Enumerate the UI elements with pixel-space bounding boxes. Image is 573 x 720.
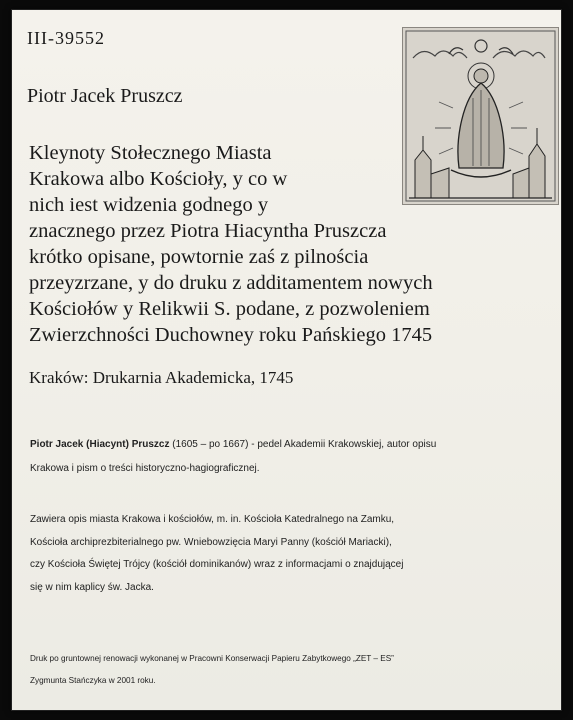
bio-name: Piotr Jacek (Hiacynt) Pruszcz xyxy=(30,439,170,450)
restoration-note xyxy=(30,648,555,692)
description-line: się w nim kaplicy św. Jacka. xyxy=(30,581,154,593)
title-line: Zwierzchności Duchowney roku Pańskiego 1745 xyxy=(29,324,433,346)
catalog-number: III-39552 xyxy=(27,28,105,48)
book-title xyxy=(29,140,549,348)
title-line: krótko opisane, powtornie zaś z pilnościa xyxy=(29,246,369,268)
author-bio xyxy=(30,433,555,481)
description-line: czy Kościoła Świętej Trójcy (kościół dominikanów) wraz z informacjami o znajdującej xyxy=(30,559,404,570)
note-line: Zygmunta Stańczyka w 2001 roku. xyxy=(30,676,156,685)
imprint: Kraków: Drukarnia Akademicka, 1745 xyxy=(29,368,294,387)
title-line: znacznego przez Piotra Hiacyntha Pruszcza xyxy=(29,220,387,242)
title-line: nich iest widzenia godnego y xyxy=(29,194,269,216)
bio-dates: (1605 – po 1667) - pedel Akademii Krakowskiej, autor opisu xyxy=(169,439,437,450)
document-page xyxy=(11,9,562,711)
title-line: Krakowa albo Kościoły, y co w xyxy=(29,168,288,190)
description-line: Kościoła archiprezbiterialnego pw. Wniebowzięcia Maryi Panny (kościół Mariacki), xyxy=(30,536,392,548)
author-name: Piotr Jacek Pruszcz xyxy=(27,85,183,107)
title-line: przeyzrzane, y do druku z additamentem nowych xyxy=(29,272,433,294)
description-line: Zawiera opis miasta Krakowa i kościołów, m. in. Kościoła Katedralnego na Zamku, xyxy=(30,514,395,525)
description xyxy=(30,509,555,599)
title-line: Kleynoty Stołecznego Miasta xyxy=(29,142,272,164)
title-line: Kościołów y Relikwii S. podane, z pozwoleniem xyxy=(29,298,430,320)
bio-line: Krakowa i pism o treści historyczno-hagiograficznej. xyxy=(30,463,260,474)
note-line: Druk po gruntownej renowacji wykonanej w Pracowni Konserwacji Papieru Zabytkowego „ZET – ES” xyxy=(30,654,394,663)
